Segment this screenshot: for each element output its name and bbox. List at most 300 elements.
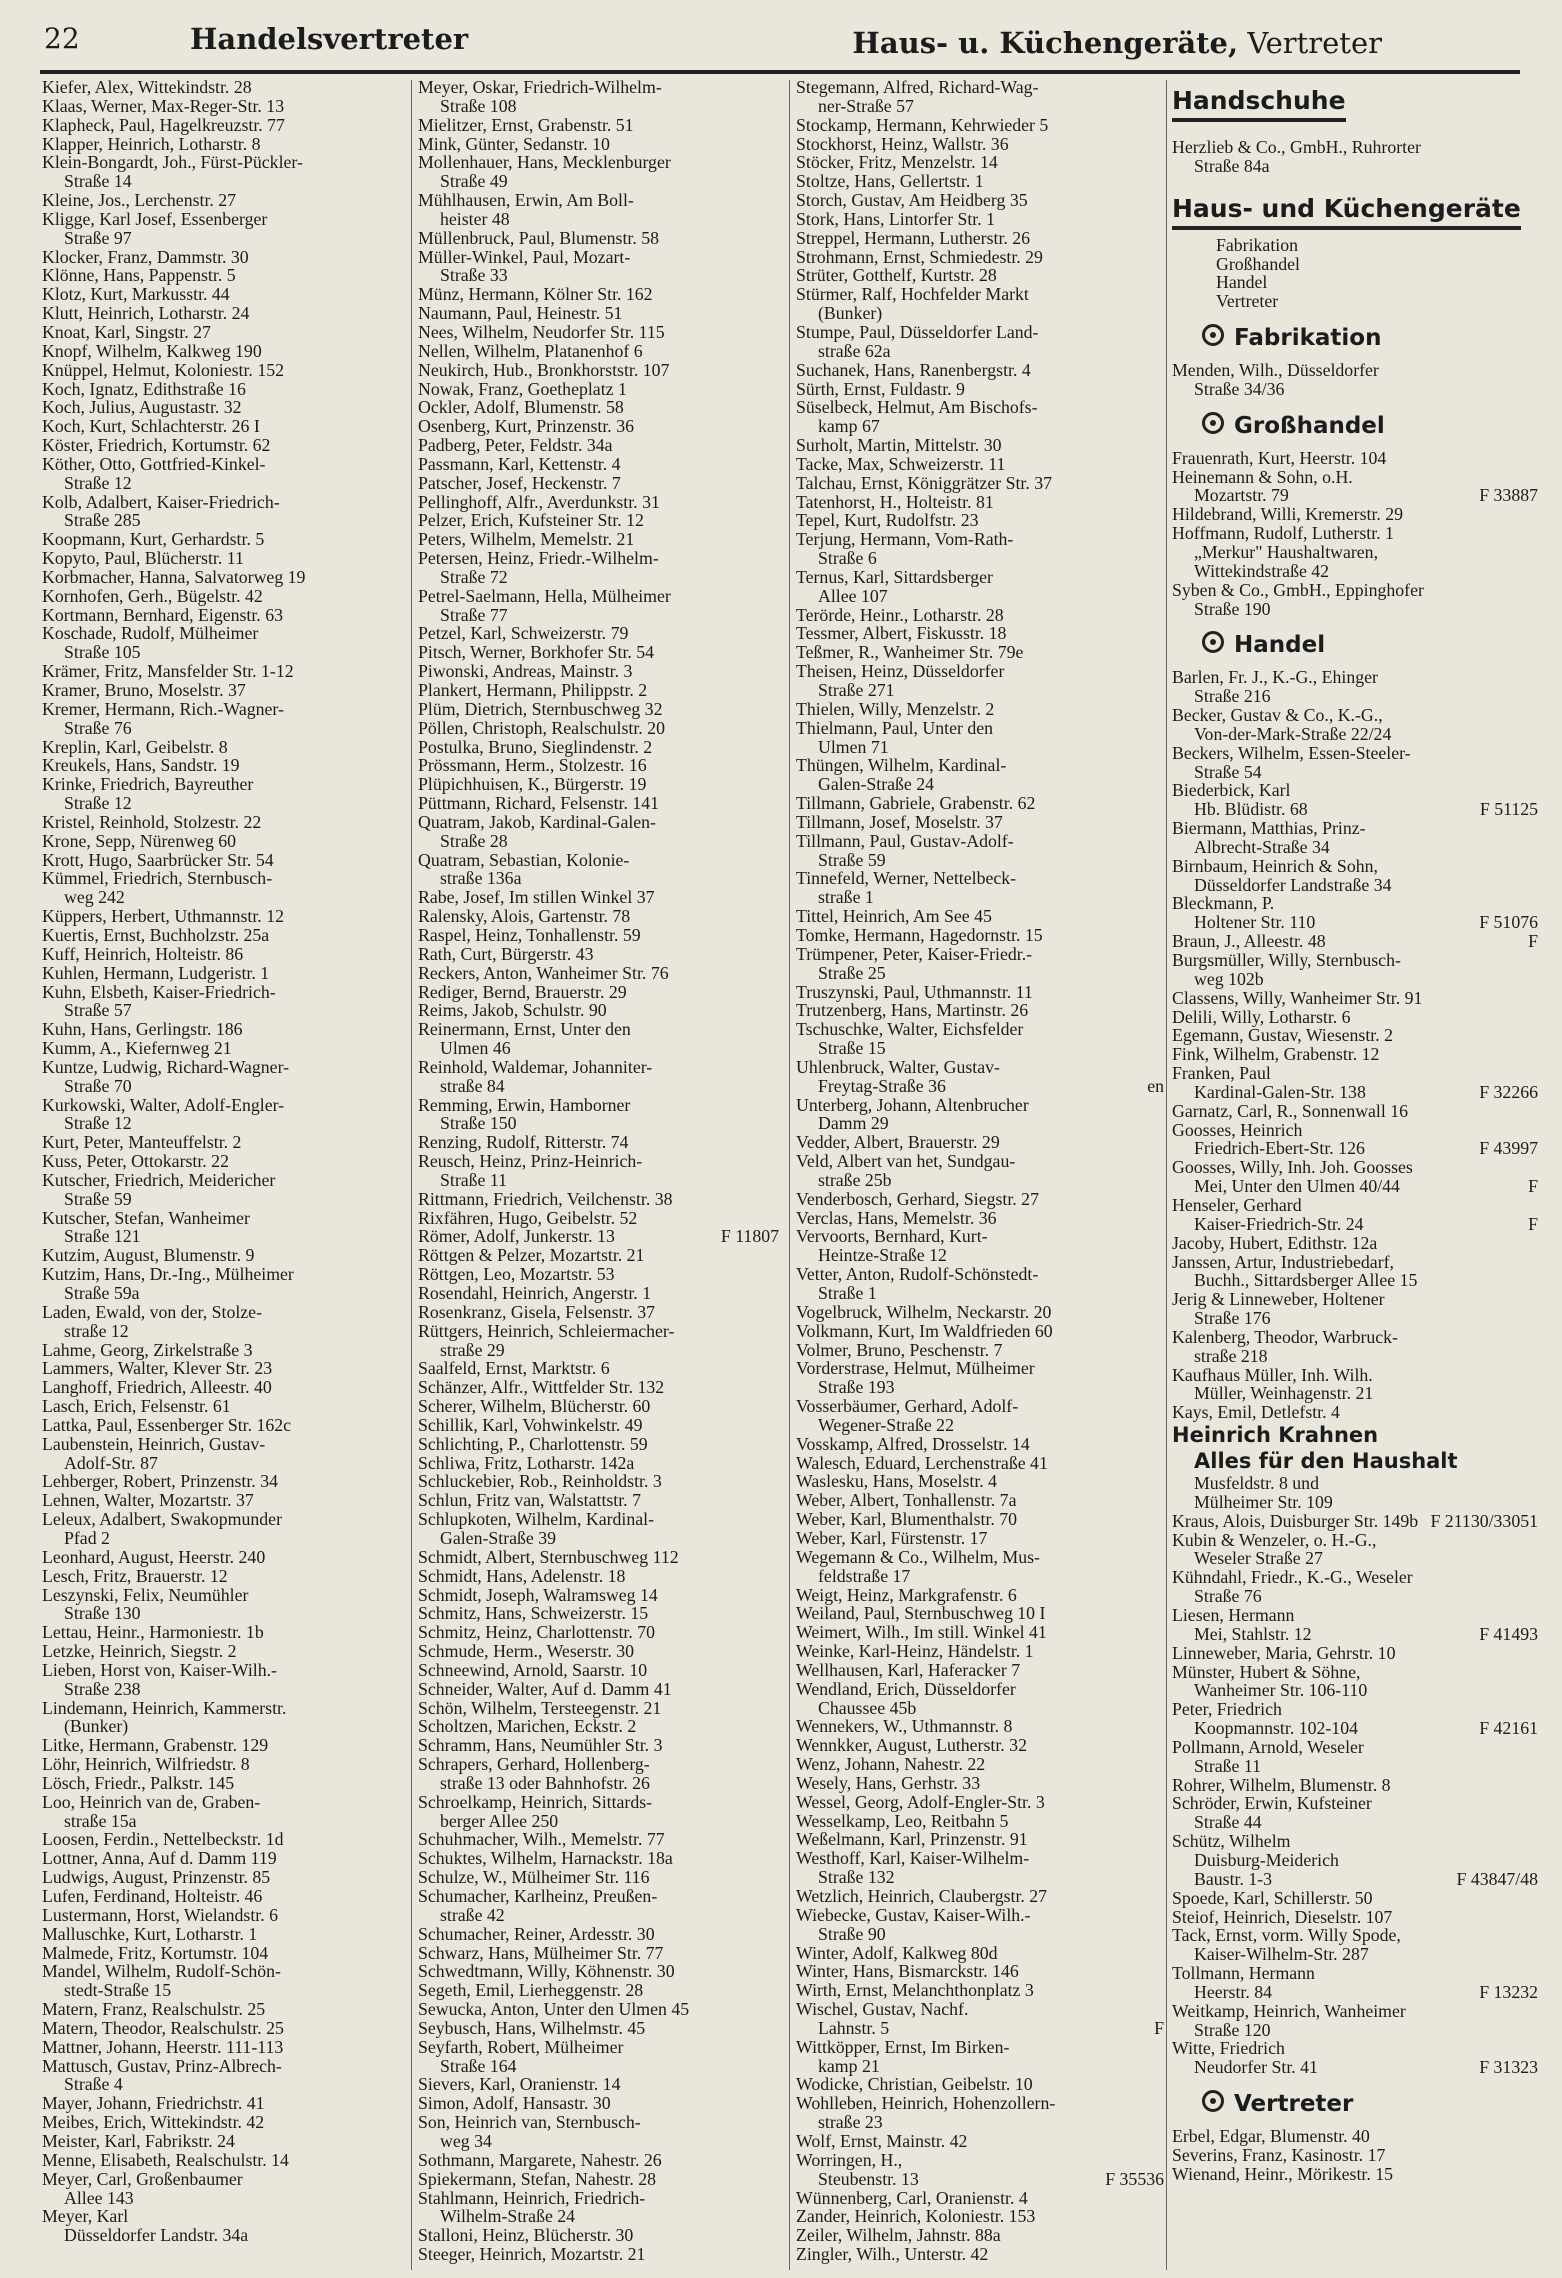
entry-text: Thielmann, Paul, Unter den (796, 717, 994, 738)
directory-entry-line (42, 983, 407, 1002)
directory-entry-line (42, 945, 407, 964)
directory-entry-line (418, 568, 783, 587)
entry-text: Straße 1 (818, 1283, 877, 1303)
entry-text: Surholt, Martin, Mittelstr. 30 (796, 435, 1002, 456)
directory-entry-line (796, 1774, 1168, 1793)
directory-entry-line (796, 1133, 1168, 1152)
directory-entry-line (42, 1868, 407, 1887)
entry-text: Wesselkamp, Leo, Reitbahn 5 (796, 1810, 1009, 1831)
entry-text: Wessel, Georg, Adolf-Engler-Str. 3 (796, 1791, 1045, 1812)
circle-bullet-icon (1202, 2090, 1224, 2112)
directory-entry-line (1172, 1290, 1542, 1309)
directory-entry-line (1172, 687, 1542, 706)
entry-text: Kremer, Hermann, Rich.-Wagner- (42, 698, 284, 719)
entry-text: Talchau, Ernst, Königgrätzer Str. 37 (796, 472, 1053, 493)
directory-entry-line (1172, 1776, 1542, 1795)
directory-entry-line (1172, 1945, 1542, 1964)
directory-entry-line (796, 719, 1168, 738)
directory-entry-line (796, 869, 1168, 888)
entry-text: Straße 11 (440, 1169, 507, 1190)
directory-entry-line (42, 361, 407, 380)
directory-entry-line (42, 474, 407, 493)
entry-text: Tack, Ernst, vorm. Willy Spode, (1172, 1925, 1401, 1946)
directory-entry-line (418, 248, 783, 267)
entry-text: Stumpe, Paul, Düsseldorfer Land- (796, 321, 1039, 342)
directory-entry-line (796, 1416, 1168, 1435)
directory-entry-line (42, 775, 407, 794)
entry-text: Loo, Heinrich van de, Graben- (42, 1791, 261, 1812)
entry-text: Franken, Paul (1172, 1063, 1271, 1084)
directory-entry-line (1172, 706, 1542, 725)
directory-entry-line (418, 1962, 783, 1981)
directory-entry-line (418, 361, 783, 380)
directory-entry-line (42, 681, 407, 700)
entry-text: Mink, Günter, Sedanstr. 10 (418, 133, 610, 154)
directory-entry-line (42, 643, 407, 662)
entry-text: Schramm, Hans, Neumühler Str. 3 (418, 1735, 663, 1756)
entry-text: Weber, Karl, Fürstenstr. 17 (796, 1527, 988, 1548)
directory-entry-line (418, 1096, 783, 1115)
phone-number: en (1147, 1075, 1164, 1096)
directory-entry-line (1172, 1139, 1542, 1158)
directory-entry-line (796, 813, 1168, 832)
directory-entry-line (42, 398, 407, 417)
directory-entry-line (796, 1096, 1168, 1115)
directory-entry-line (1172, 1889, 1542, 1908)
circle-bullet-icon (1202, 631, 1224, 653)
directory-entry-line (1172, 361, 1542, 380)
entry-text: Liesen, Hermann (1172, 1605, 1295, 1625)
entry-text: Süselbeck, Helmut, Am Bischofs- (796, 397, 1038, 418)
entry-text: Passmann, Karl, Kettenstr. 4 (418, 453, 621, 474)
directory-entry-line (42, 1887, 407, 1906)
entry-text: Straße 190 (1194, 598, 1271, 619)
entry-text: Straße 77 (440, 604, 508, 625)
directory-entry-line (1172, 1008, 1542, 1027)
directory-entry-line (796, 1699, 1168, 1718)
directory-entry-line (1172, 1347, 1542, 1366)
entry-text: Kaiser-Friedrich-Str. 24 (1194, 1213, 1364, 1234)
directory-entry-line (42, 1642, 407, 1661)
entry-text: Menne, Elisabeth, Realschulstr. 14 (42, 2149, 289, 2170)
directory-entry-line (418, 1586, 783, 1605)
entry-text: Von-der-Mark-Straße 22/24 (1194, 723, 1392, 744)
directory-entry-line (42, 229, 407, 248)
directory-entry-line (42, 1736, 407, 1755)
entry-text: Mandel, Wilhelm, Rudolf-Schön- (42, 1961, 281, 1982)
directory-entry-line (418, 926, 783, 945)
entry-text: Strüter, Gotthelf, Kurtstr. 28 (796, 265, 997, 286)
directory-entry-line (42, 2207, 407, 2226)
entry-text: Schumacher, Karlheinz, Preußen- (418, 1886, 658, 1906)
column-divider (789, 80, 790, 2270)
entry-text: Stockamp, Hermann, Kehrwieder 5 (796, 114, 1049, 135)
directory-entry-line (796, 97, 1168, 116)
entry-text: Knoat, Karl, Singstr. 27 (42, 321, 211, 342)
directory-entry-line (796, 2075, 1168, 2094)
directory-entry-line (418, 1454, 783, 1473)
directory-entry-line (1172, 894, 1542, 913)
entry-text: Krinke, Friedrich, Bayreuther (42, 774, 254, 795)
directory-entry-line (796, 2189, 1168, 2208)
entry-text: Lahme, Georg, Zirkelstraße 3 (42, 1339, 253, 1360)
entry-text: Vosskamp, Alfred, Drosselstr. 14 (796, 1433, 1030, 1454)
directory-entry-line (418, 116, 783, 135)
entry-text: Nellen, Wilhelm, Platanenhof 6 (418, 340, 643, 361)
entry-text: Lustermann, Horst, Wielandstr. 6 (42, 1904, 278, 1925)
entry-text: Stahlmann, Heinrich, Friedrich- (418, 2187, 646, 2208)
entry-text: Volmer, Bruno, Peschenstr. 7 (796, 1339, 1003, 1360)
directory-entry-line (418, 455, 783, 474)
directory-entry-line (796, 135, 1168, 154)
entry-text: Neukirch, Hub., Bronkhorststr. 107 (418, 359, 670, 380)
directory-entry-line (418, 474, 783, 493)
directory-entry-line (42, 116, 407, 135)
directory-entry-line (418, 1736, 783, 1755)
entry-text: Wohlleben, Heinrich, Hohenzollern- (796, 2093, 1056, 2114)
directory-entry-line (796, 1623, 1168, 1642)
entry-text: Wendland, Erich, Düsseldorfer (796, 1678, 1016, 1699)
entry-text: Menden, Wilh., Düsseldorfer (1172, 360, 1379, 381)
directory-entry-line (42, 1209, 407, 1228)
entry-text: Naumann, Paul, Heinestr. 51 (418, 303, 623, 324)
entry-text: Kühndahl, Friedr., K.-G., Weseler (1172, 1567, 1413, 1588)
entry-text: Baustr. 1-3 (1194, 1868, 1273, 1889)
directory-entry-line (1172, 1384, 1542, 1403)
entry-text: Schillik, Karl, Vohwinkelstr. 49 (418, 1414, 643, 1435)
directory-entry-line (418, 1548, 783, 1567)
entry-text: Rüttgers, Heinrich, Schleiermacher- (418, 1320, 675, 1341)
entry-text: Verclas, Hans, Memelstr. 36 (796, 1207, 997, 1228)
directory-entry-line (796, 1472, 1168, 1491)
directory-entry-line (42, 1680, 407, 1699)
entry-text: Plüm, Dietrich, Sternbuschweg 32 (418, 698, 663, 719)
entry-text: Straße 271 (818, 680, 895, 700)
entry-text: Schlun, Fritz van, Walstattstr. 7 (418, 1490, 641, 1511)
directory-entry-line (796, 662, 1168, 681)
entry-text: Kuntze, Ludwig, Richard-Wagner- (42, 1056, 290, 1077)
directory-entry-line (418, 851, 783, 870)
entry-text: Weber, Albert, Tonhallenstr. 7a (796, 1490, 1017, 1511)
entry-text: Renzing, Rudolf, Ritterstr. 74 (418, 1132, 629, 1153)
entry-text: Rixfähren, Hugo, Geibelstr. 52 (418, 1207, 638, 1228)
entry-text: Steubenstr. 13 (818, 2168, 919, 2189)
entry-text: Leleux, Adalbert, Swakopmunder (42, 1509, 282, 1530)
entry-text: Kreplin, Karl, Geibelstr. 8 (42, 736, 228, 757)
directory-entry-line (418, 493, 783, 512)
directory-entry-line (418, 1604, 783, 1623)
directory-entry-line (418, 1171, 783, 1190)
entry-text: Damm 29 (818, 1113, 889, 1134)
entry-text: Jacoby, Hubert, Edithstr. 12a (1172, 1232, 1378, 1253)
directory-entry-line (1172, 1102, 1542, 1121)
phone-number: F 43997 (1479, 1138, 1538, 1159)
entry-text: straße 218 (1194, 1345, 1268, 1366)
directory-entry-line (1172, 1832, 1542, 1851)
entry-text: Koopmann, Kurt, Gerhardstr. 5 (42, 529, 265, 550)
directory-entry-line (418, 1209, 783, 1228)
entry-text: Lehberger, Robert, Prinzenstr. 34 (42, 1471, 278, 1492)
entry-text: Koch, Julius, Augustastr. 32 (42, 397, 242, 418)
entry-text: Straße 6 (818, 548, 877, 569)
entry-text: Loosen, Ferdin., Nettelbeckstr. 1d (42, 1829, 284, 1850)
directory-entry-line (418, 1359, 783, 1378)
subsection-label: Großhandel (1234, 412, 1385, 439)
directory-entry-line (418, 1680, 783, 1699)
entry-text: Malluschke, Kurt, Lotharstr. 1 (42, 1923, 258, 1944)
entry-text: Allee 143 (64, 2187, 134, 2208)
phone-number: F (1528, 1176, 1538, 1197)
entry-text: Kopyto, Paul, Blücherstr. 11 (42, 548, 244, 569)
entry-text: Wennkker, August, Lutherstr. 32 (796, 1735, 1027, 1756)
directory-entry-line (796, 153, 1168, 172)
directory-entry-line (42, 1529, 407, 1548)
directory-entry-line (418, 210, 783, 229)
entry-text: Erbel, Edgar, Blumenstr. 40 (1172, 2126, 1370, 2147)
entry-text: Tatenhorst, H., Holteistr. 81 (796, 491, 994, 512)
phone-number: F 41493 (1479, 1623, 1538, 1644)
directory-entry-line (418, 1849, 783, 1868)
entry-text: Vorderstrase, Helmut, Mülheimer (796, 1358, 1035, 1379)
directory-entry-line (42, 869, 407, 888)
directory-entry-line (418, 1868, 783, 1887)
entry-text: heister 48 (440, 208, 510, 229)
directory-entry-line (1172, 1983, 1542, 2002)
directory-entry-line (42, 78, 407, 97)
entry-text: Kristel, Reinhold, Stolzestr. 22 (42, 811, 262, 832)
directory-entry-line (42, 719, 407, 738)
directory-entry-line (1172, 2127, 1542, 2146)
subsection-heading (1202, 628, 1542, 662)
entry-text: Unterberg, Johann, Altenbrucher (796, 1094, 1029, 1115)
directory-entry-line (796, 2019, 1168, 2038)
directory-entry-line (42, 172, 407, 191)
entry-text: Straße 108 (440, 95, 517, 116)
circle-bullet-icon (1202, 412, 1224, 434)
entry-text: Kutscher, Stefan, Wanheimer (42, 1207, 250, 1228)
directory-entry-line (796, 1265, 1168, 1284)
entry-text: Stalloni, Heinz, Blücherstr. 30 (418, 2225, 634, 2246)
directory-entry-line (42, 1812, 407, 1831)
directory-entry-line (1172, 1474, 1542, 1493)
directory-entry-line (796, 624, 1168, 643)
entry-text: Schütz, Wilhelm (1172, 1831, 1291, 1852)
directory-entry-line (1172, 486, 1542, 505)
directory-entry-line (418, 266, 783, 285)
entry-text: Matern, Theodor, Realschulstr. 25 (42, 2017, 284, 2038)
entry-text: Düsseldorfer Landstraße 34 (1194, 874, 1392, 895)
directory-entry-line (796, 210, 1168, 229)
directory-entry-line (796, 2038, 1168, 2057)
directory-entry-line (1172, 449, 1542, 468)
directory-entry-line (42, 2170, 407, 2189)
entry-text: Straße 44 (1194, 1812, 1262, 1833)
directory-entry-line (1172, 157, 1542, 176)
directory-entry-line (42, 1548, 407, 1567)
directory-entry-line (796, 1680, 1168, 1699)
entry-text: Düsseldorfer Landstr. 34a (64, 2225, 249, 2246)
entry-text: Ralensky, Alois, Gartenstr. 78 (418, 906, 631, 927)
entry-text: Uhlenbruck, Walter, Gustav- (796, 1056, 1000, 1077)
directory-entry-line (1172, 1177, 1542, 1196)
directory-entry-line (796, 907, 1168, 926)
entry-text: Schmitz, Heinz, Charlottenstr. 70 (418, 1622, 656, 1643)
entry-text: weg 102b (1194, 968, 1264, 989)
entry-text: Tillmann, Paul, Gustav-Adolf- (796, 830, 1014, 851)
right-title-bold: Haus- u. Küchengeräte, (852, 26, 1239, 60)
entry-text: kamp 67 (818, 416, 880, 437)
directory-entry-line (796, 2170, 1168, 2189)
entry-text: Kumm, A., Kiefernweg 21 (42, 1038, 232, 1059)
directory-entry-line (42, 1604, 407, 1623)
entry-text: Kardinal-Galen-Str. 138 (1194, 1081, 1366, 1102)
directory-entry-line (1172, 1121, 1542, 1140)
directory-entry-line (418, 700, 783, 719)
directory-entry-line (1172, 1158, 1542, 1177)
directory-entry-line (42, 606, 407, 625)
entry-text: Hb. Blüdistr. 68 (1194, 799, 1308, 820)
directory-entry-line (1172, 1328, 1542, 1347)
subsection-heading (1202, 321, 1542, 355)
directory-entry-line (418, 2245, 783, 2264)
entry-text: Reinhold, Waldemar, Johanniter- (418, 1056, 653, 1077)
entry-text: Piwonski, Andreas, Mainstr. 3 (418, 661, 633, 682)
entry-text: Schmidt, Albert, Sternbuschweg 112 (418, 1546, 679, 1567)
directory-entry-line (796, 1491, 1168, 1510)
directory-entry-line (418, 832, 783, 851)
entry-text: Stürmer, Ralf, Hochfelder Markt (796, 284, 1029, 305)
directory-entry-line (1172, 819, 1542, 838)
directory-entry-line (42, 1171, 407, 1190)
entry-text: Teßmer, R., Wanheimer Str. 79e (796, 642, 1024, 663)
entry-text: Straße 57 (64, 1000, 132, 1021)
directory-entry-line (796, 1284, 1168, 1303)
entry-text: Straße 238 (64, 1678, 141, 1699)
directory-entry-line (1172, 1512, 1542, 1531)
entry-text: Plankert, Hermann, Philippstr. 2 (418, 680, 648, 700)
directory-entry-line (1172, 292, 1542, 311)
directory-entry-line (1172, 989, 1542, 1008)
entry-text: Müllenbruck, Paul, Blumenstr. 58 (418, 227, 660, 248)
directory-entry-line (418, 2094, 783, 2113)
directory-entry-line (1172, 468, 1542, 487)
directory-entry-line (42, 926, 407, 945)
directory-entry-line (796, 1830, 1168, 1849)
directory-entry-line (1172, 2021, 1542, 2040)
entry-text: Kortmann, Bernhard, Eigenstr. 63 (42, 604, 283, 625)
entry-text: Truszynski, Paul, Uthmannstr. 11 (796, 981, 1033, 1002)
entry-text: Kramer, Bruno, Moselstr. 37 (42, 680, 246, 700)
directory-entry-line (796, 945, 1168, 964)
entry-text: Straße 49 (440, 171, 508, 192)
directory-entry-line (42, 756, 407, 775)
directory-entry-line (42, 1925, 407, 1944)
entry-text: Rath, Curt, Bürgerstr. 43 (418, 943, 594, 964)
directory-entry-line (796, 1152, 1168, 1171)
directory-entry-line (42, 436, 407, 455)
directory-entry-line (42, 1491, 407, 1510)
directory-entry-line (796, 964, 1168, 983)
page-number: 22 (44, 22, 80, 55)
entry-text: Vetter, Anton, Rudolf-Schönstedt- (796, 1264, 1039, 1285)
entry-text: Son, Heinrich van, Sternbusch- (418, 2112, 641, 2133)
directory-entry-line (42, 97, 407, 116)
directory-entry-line (796, 681, 1168, 700)
entry-text: Kreukels, Hans, Sandstr. 19 (42, 755, 240, 776)
directory-entry-line (418, 907, 783, 926)
directory-entry-line (418, 738, 783, 757)
directory-entry-line (418, 606, 783, 625)
entry-text: Vervoorts, Bernhard, Kurt- (796, 1226, 988, 1247)
subsection-label: Fabrikation (1234, 325, 1382, 352)
entry-text: Stöcker, Fritz, Menzelstr. 14 (796, 152, 998, 173)
directory-entry-line (796, 172, 1168, 191)
entry-text: Goosses, Heinrich (1172, 1119, 1303, 1140)
subsection-label: Handel (1234, 632, 1326, 659)
directory-entry-line (796, 1812, 1168, 1831)
directory-entry-line (1172, 800, 1542, 819)
entry-text: Neudorfer Str. 41 (1194, 2057, 1318, 2078)
directory-entry-line (42, 210, 407, 229)
section-heading: Handschuhe (1172, 84, 1346, 122)
directory-entry-line (1172, 932, 1542, 951)
entry-text: Steeger, Heinrich, Mozartstr. 21 (418, 2244, 646, 2264)
entry-text: Allee 107 (818, 585, 888, 606)
entry-text: Klapheck, Paul, Hagelkreuzstr. 77 (42, 114, 285, 135)
entry-text: Schwarz, Hans, Mülheimer Str. 77 (418, 1942, 664, 1963)
directory-entry-line (418, 191, 783, 210)
directory-entry-line (796, 1039, 1168, 1058)
directory-entry-line (1172, 1738, 1542, 1757)
column-divider (411, 80, 412, 2270)
directory-entry-line (42, 1416, 407, 1435)
entry-text: Garnatz, Carl, R., Sonnenwall 16 (1172, 1100, 1409, 1121)
entry-text: Terörde, Heinr., Lotharstr. 28 (796, 604, 1004, 625)
directory-entry-line (418, 2113, 783, 2132)
entry-text: Lettau, Heinr., Harmoniestr. 1b (42, 1622, 264, 1643)
circle-bullet-icon (1202, 324, 1224, 346)
directory-entry-line (1172, 1625, 1542, 1644)
entry-text: Straße 76 (64, 717, 132, 738)
directory-entry-line (42, 530, 407, 549)
entry-text: Fink, Wilhelm, Grabenstr. 12 (1172, 1044, 1380, 1065)
directory-entry-line (796, 606, 1168, 625)
entry-text: Postulka, Bruno, Sieglindenstr. 2 (418, 736, 653, 757)
directory-entry-line (42, 1227, 407, 1246)
section-heading: Haus- und Küchengeräte (1172, 192, 1521, 230)
directory-entry-line (42, 323, 407, 342)
entry-text: Großhandel (1216, 253, 1300, 274)
directory-entry-line (796, 1793, 1168, 1812)
directory-entry-line (418, 1190, 783, 1209)
entry-text: Schrapers, Gerhard, Hollenberg- (418, 1754, 650, 1775)
entry-text: Mei, Stahlstr. 12 (1194, 1623, 1312, 1644)
entry-text: Tacke, Max, Schweizerstr. 11 (796, 453, 1006, 474)
entry-text: Sewucka, Anton, Unter den Ulmen 45 (418, 1999, 690, 2020)
directory-entry-line (42, 2057, 407, 2076)
directory-column-4 (1172, 78, 1542, 2184)
directory-entry-line (418, 1642, 783, 1661)
directory-entry-line (796, 549, 1168, 568)
entry-text: Janssen, Artur, Industriebedarf, (1172, 1251, 1394, 1272)
directory-entry-line (418, 2151, 783, 2170)
entry-text: Syben & Co., GmbH., Eppinghofer (1172, 579, 1424, 600)
directory-entry-line (42, 1133, 407, 1152)
entry-text: Schumacher, Reiner, Ardesstr. 30 (418, 1923, 655, 1944)
directory-entry-line (1172, 1493, 1542, 1512)
directory-entry-line (1172, 524, 1542, 543)
entry-text: Kuhn, Hans, Gerlingstr. 186 (42, 1019, 243, 1040)
